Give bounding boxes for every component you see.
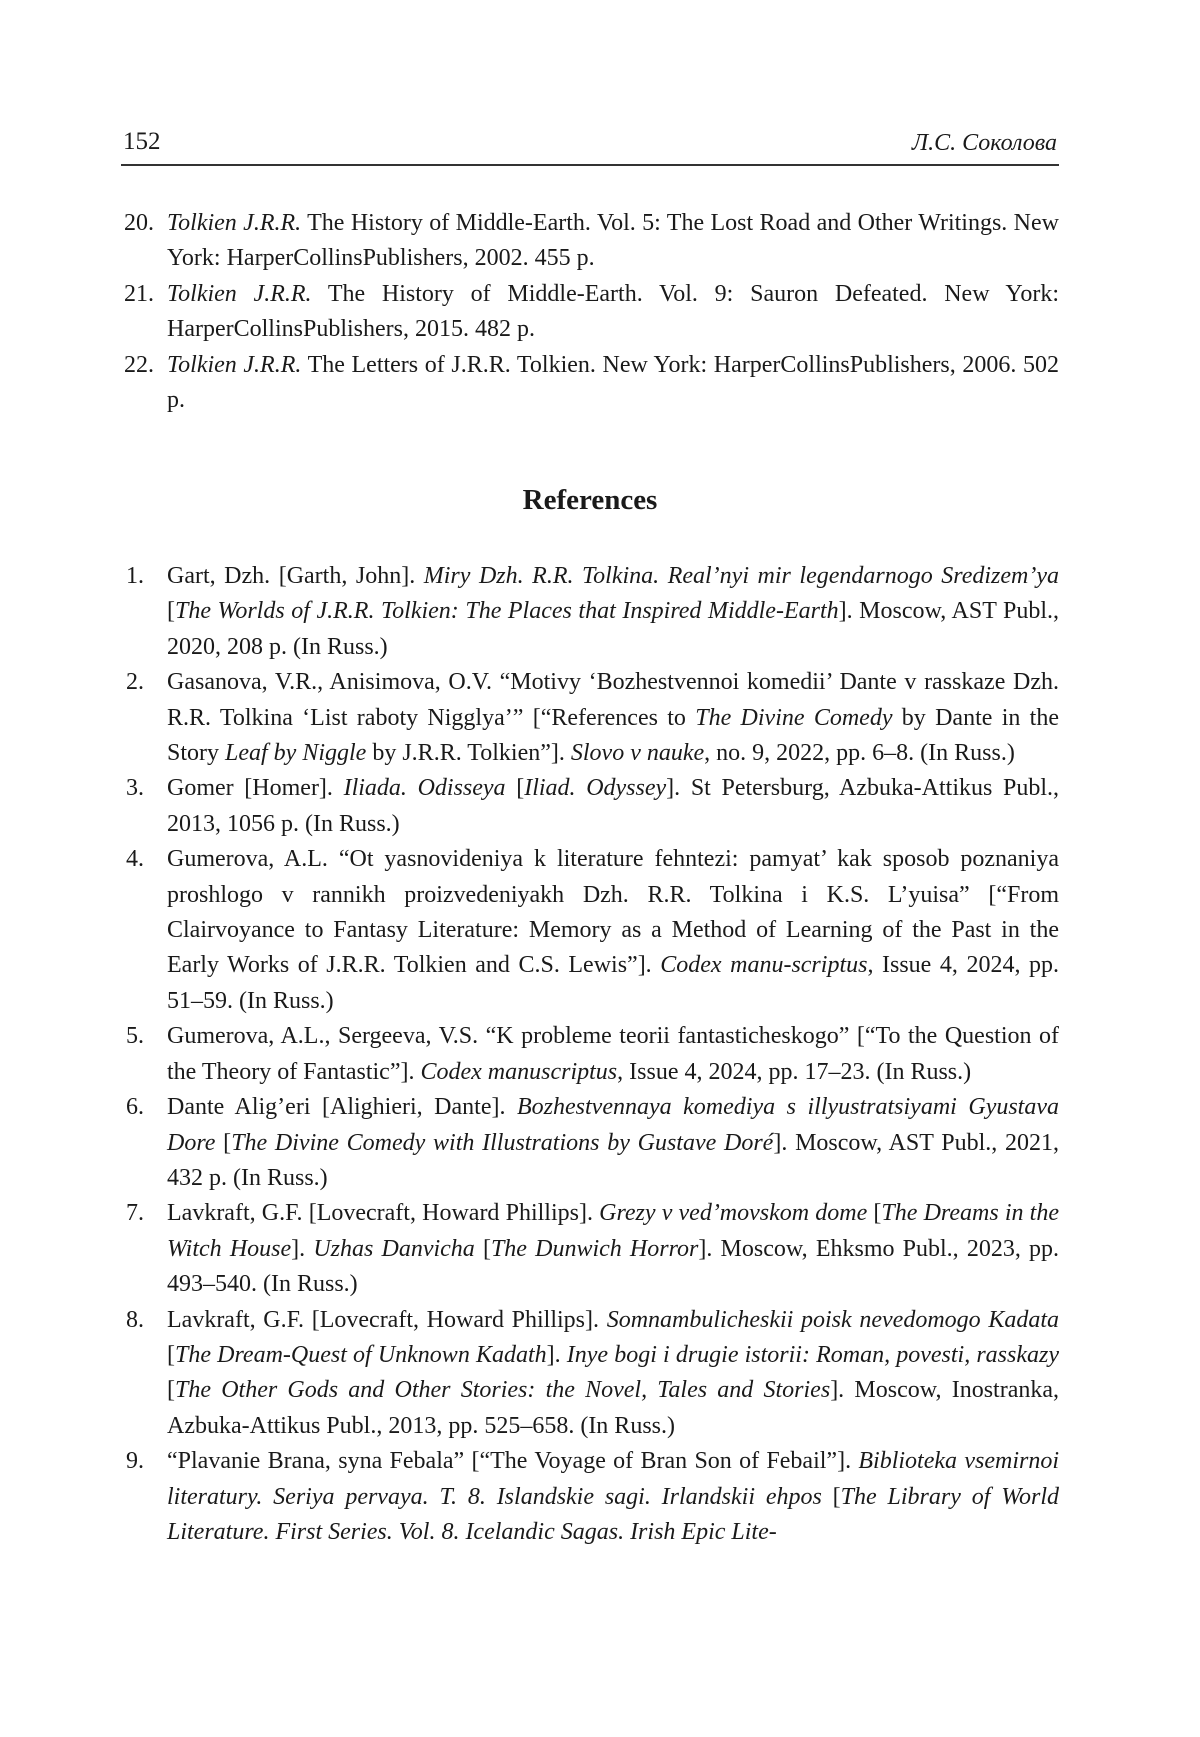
reference-title-italic: Grezy v ved’movskom dome	[599, 1200, 868, 1227]
references-heading: References	[522, 484, 658, 516]
reference-number: 22.	[124, 351, 154, 378]
reference-entry	[121, 206, 1059, 277]
reference-title-italic: The Dunwich Horror	[490, 1235, 699, 1262]
reference-entry	[121, 559, 1059, 665]
reference-entry	[121, 1196, 1059, 1302]
running-author: Л.С. Соколова	[911, 130, 1057, 156]
reference-number: 6.	[126, 1094, 144, 1121]
reference-text: [	[505, 775, 525, 802]
reference-entry	[121, 665, 1059, 771]
reference-title-italic: Leaf by Niggle	[225, 740, 367, 767]
reference-title-italic: Codex manu-scriptus	[660, 952, 868, 979]
reference-title-italic: Iliad. Odyssey	[524, 775, 667, 802]
reference-text: ].	[291, 1235, 314, 1262]
reference-title-italic: Bozhestvennaya komediya s illyustratsiyami Gyustava Dore	[167, 1094, 1059, 1156]
reference-text: ]. Moscow, Inostranka, Azbuka-Attikus Publ., 2013, pp. 525–658. (In Russ.)	[167, 1377, 1059, 1439]
page-number: 152	[123, 128, 161, 155]
reference-text: ].	[546, 1341, 567, 1368]
reference-title-italic: The Divine Comedy	[695, 704, 893, 731]
reference-title-italic: Inye bogi i drugie istorii: Roman, povesti, rasskazy	[566, 1341, 1060, 1368]
reference-text: by Dante in the Story	[167, 704, 1059, 767]
reference-text: , no. 9, 2022, pp. 6–8. (In Russ.)	[704, 740, 1015, 767]
reference-title-italic: Biblioteka vsemirnoi literatury. Seriya pervaya. T. 8. Islandskie sagi. Irlandskii ehpos	[167, 1448, 1059, 1510]
reference-number: 5.	[126, 1023, 144, 1050]
reference-title-italic: The Library of World Literature. First Series. Vol. 8. Icelandic Sagas. Irish Epic Lite-	[167, 1483, 1059, 1545]
reference-text: Lavkraft, G.F. [Lovecraft, Howard Phillips].	[167, 1200, 600, 1227]
bibliography-tail-list	[121, 206, 1059, 418]
reference-text: [	[215, 1129, 232, 1156]
reference-text: Gumerova, A.L., Sergeeva, V.S. “K probleme teorii fantasticheskogo” [“To the Question of the Theory of Fantastic”].	[167, 1023, 1059, 1085]
reference-title-italic: The Dream-Quest of Unknown Kadath	[175, 1341, 547, 1368]
reference-text: [	[867, 1200, 882, 1227]
reference-number: 3.	[126, 775, 144, 802]
reference-text: [	[167, 598, 175, 625]
reference-number: 21.	[124, 280, 154, 307]
reference-text: by J.R.R. Tolkien”].	[366, 740, 571, 767]
reference-title-italic: Codex manuscriptus	[420, 1058, 618, 1085]
reference-title-italic: The Worlds of J.R.R. Tolkien: The Places that Inspired Middle-Earth	[175, 598, 839, 625]
reference-entry	[121, 771, 1059, 842]
reference-text: [	[821, 1483, 841, 1510]
reference-number: 9.	[126, 1448, 144, 1475]
running-header	[121, 124, 1059, 166]
reference-entry	[121, 1444, 1059, 1550]
reference-title-italic: Tolkien J.R.R.	[167, 280, 312, 307]
reference-number: 1.	[126, 563, 144, 589]
reference-text: [	[474, 1235, 491, 1262]
reference-number: 4.	[126, 846, 144, 873]
reference-text: [	[167, 1341, 175, 1368]
reference-number: 8.	[126, 1306, 144, 1333]
reference-text: The History of Middle-Earth. Vol. 5: The Lost Road and Other Writings. New York: HarperCollinsPublishers, 2002. 455 p.	[167, 210, 1059, 272]
reference-number: 2.	[126, 669, 144, 696]
reference-entry	[121, 348, 1059, 419]
reference-entry	[121, 1019, 1059, 1090]
reference-text: Gasanova, V.R., Anisimova, O.V. “Motivy ‘Bozhestvennoi komedii’ Dante v rasskaze Dzh. R.R. Tolkina ‘List raboty Nigglya’” [“References to	[167, 669, 1059, 731]
reference-entry	[121, 1303, 1059, 1445]
reference-entry	[121, 1090, 1059, 1196]
reference-number: 20.	[124, 210, 154, 236]
reference-title-italic: The Other Gods and Other Stories: the Novel, Tales and Stories	[175, 1377, 831, 1404]
reference-text: Lavkraft, G.F. [Lovecraft, Howard Phillips].	[167, 1306, 607, 1333]
reference-text: Dante Alig’eri [Alighieri, Dante].	[167, 1094, 517, 1121]
reference-title-italic: Miry Dzh. R.R. Tolkina. Real’nyi mir legendarnogo Sredizem’ya	[423, 563, 1059, 589]
reference-text: The History of Middle-Earth. Vol. 9: Sauron Defeated. New York: HarperCollinsPublishers, 2015. 482 p.	[167, 280, 1059, 343]
reference-text: ]. Moscow, AST Publ., 2020, 208 p. (In Russ.)	[167, 598, 1059, 660]
reference-title-italic: Somnambulicheskii poisk nevedomogo Kadata	[606, 1306, 1059, 1333]
reference-text: [	[167, 1377, 175, 1404]
reference-text: ]. St Petersburg, Azbuka-Attikus Publ., 2013, 1056 p. (In Russ.)	[167, 775, 1060, 837]
reference-entry	[121, 842, 1059, 1019]
reference-title-italic: Iliada. Odisseya	[343, 775, 506, 802]
reference-title-italic: Slovo v nauke	[570, 740, 705, 767]
reference-text: ]. Moscow, Ehksmo Publ., 2023, pp. 493–540. (In Russ.)	[167, 1235, 1059, 1298]
reference-text: Gart, Dzh. [Garth, John].	[167, 563, 424, 589]
reference-title-italic: The Divine Comedy with Illustrations by Gustave Doré	[231, 1129, 774, 1156]
reference-entry	[121, 277, 1059, 348]
reference-text: , Issue 4, 2024, pp. 51–59. (In Russ.)	[167, 952, 1059, 1014]
references-list	[121, 559, 1059, 1550]
reference-text: Gumerova, A.L. “Ot yasnovideniya k literature fehntezi: pamyat’ kak sposob poznaniya proshlogo v rannikh proizvedeniyakh Dzh. R.R. Tolkina i K.S. L’yuisa” [“From Clairvoyance to Fantasy Literature: Memory as a Method of Learning of the Past in the Early Works of J.R.R. Tolkien and C.S. Lewis”].	[167, 846, 1059, 979]
reference-title-italic: The Dreams in the Witch House	[167, 1200, 1060, 1262]
reference-text: The Letters of J.R.R. Tolkien. New York: HarperCollinsPublishers, 2006. 502 p.	[167, 351, 1059, 414]
reference-text: “Plavanie Brana, syna Febala” [“The Voyage of Bran Son of Febail”].	[167, 1448, 859, 1475]
reference-text: ]. Moscow, AST Publ., 2021, 432 p. (In Russ.)	[167, 1129, 1059, 1191]
reference-title-italic: Tolkien J.R.R.	[167, 351, 302, 378]
reference-text: Gomer [Homer].	[167, 775, 344, 802]
reference-text: , Issue 4, 2024, pp. 17–23. (In Russ.)	[617, 1058, 972, 1085]
reference-number: 7.	[126, 1200, 144, 1227]
reference-title-italic: Tolkien J.R.R.	[167, 210, 302, 236]
reference-title-italic: Uzhas Danvicha	[313, 1235, 475, 1262]
